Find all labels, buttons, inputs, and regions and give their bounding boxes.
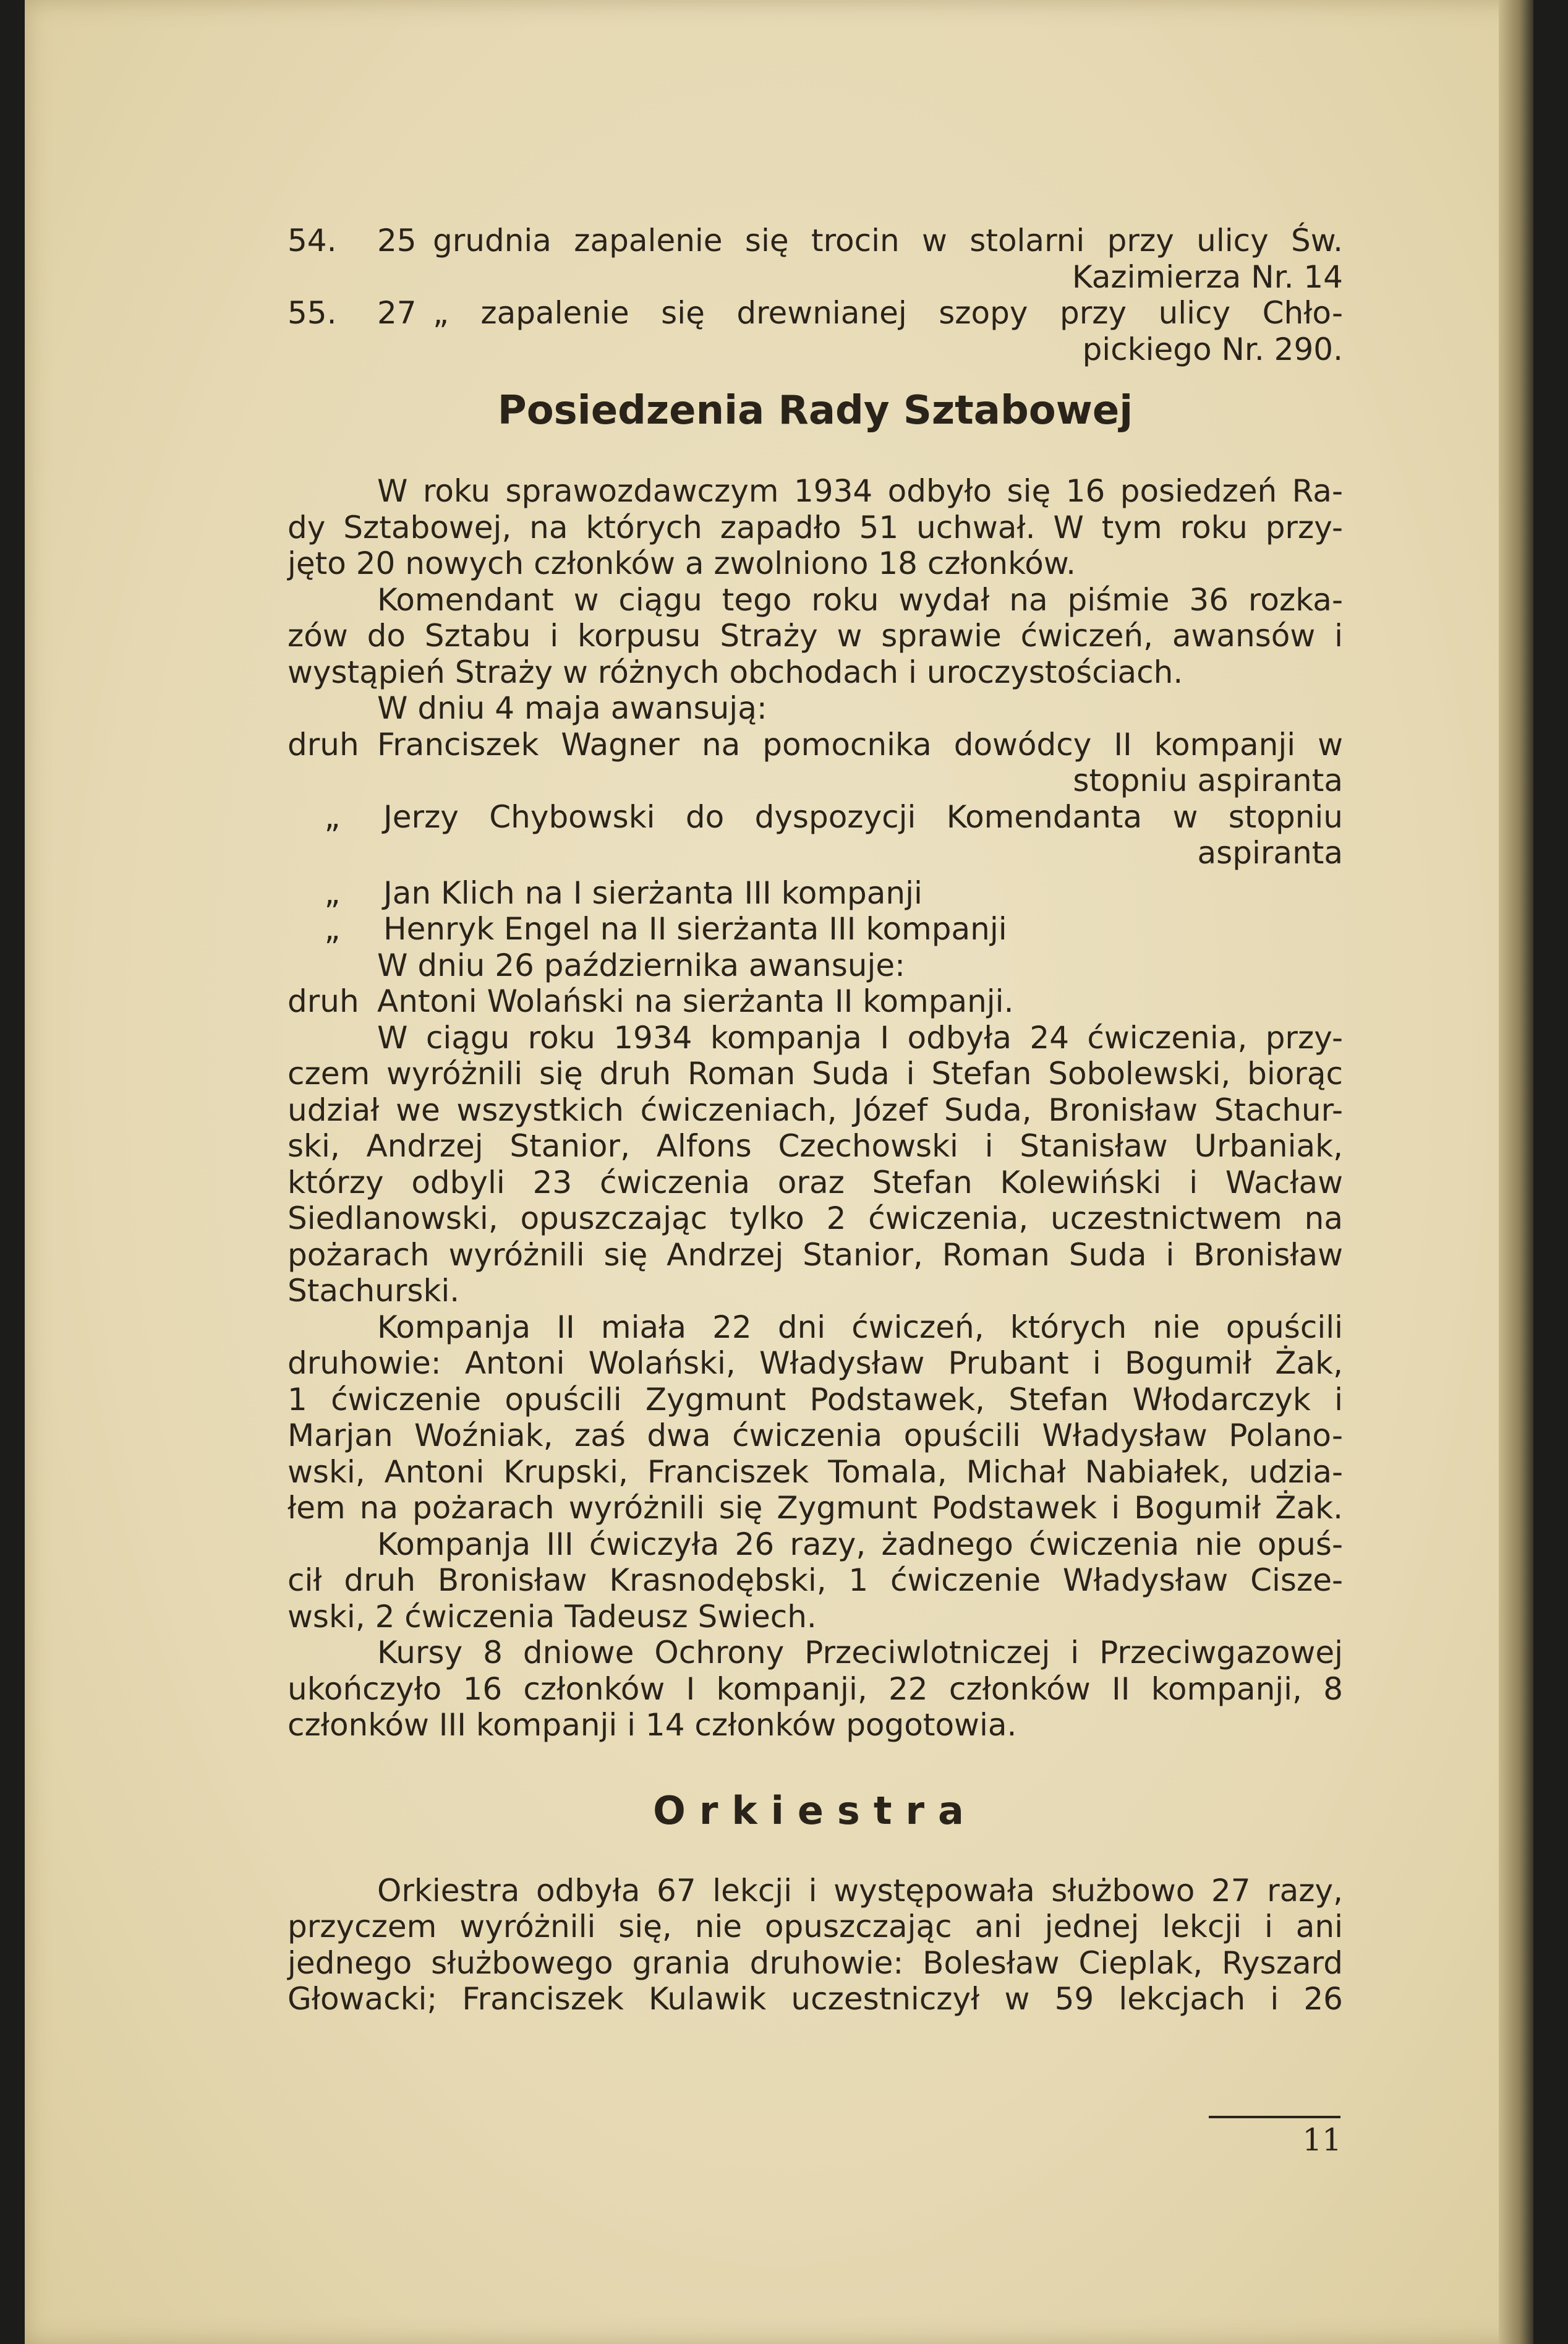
entry-text: grudnia zapalenie się trocin w stolarni przy ulicy Św.: [433, 223, 1343, 259]
paragraph-line: Kompanja II miała 22 dni ćwiczeń, których nie opuścili: [377, 1309, 1343, 1345]
promotion-row: [288, 983, 1343, 1020]
section-heading: Posiedzenia Rady Sztabowej: [497, 388, 1133, 434]
promotion-row: [288, 911, 1343, 947]
paragraph-line: wski, 2 ćwiczenia Tadeusz Swiech.: [288, 1598, 817, 1635]
paragraph-line: członków III kompanji i 14 członków pogotowia.: [288, 1707, 1017, 1743]
paragraph-line: Komendant w ciągu tego roku wydał na piśmie 36 rozka-: [377, 581, 1343, 618]
promotion-row: [288, 727, 1343, 763]
promotion-text: Henryk Engel na II sierżanta III kompanji: [383, 911, 1007, 947]
paragraph-line: wski, Antoni Krupski, Franciszek Tomala, Michał Nabiałek, udzia-: [288, 1453, 1343, 1490]
promotion-text: Jan Klich na I sierżanta III kompanji: [383, 875, 922, 911]
promotion-row: [288, 799, 1343, 836]
entry-continuation: Kazimierza Nr. 14: [1072, 259, 1343, 295]
list-item: [288, 223, 1343, 259]
entry-day: 27: [377, 295, 417, 331]
paragraph-line: którzy odbyli 23 ćwiczenia oraz Stefan Kolewiński i Wacław: [288, 1164, 1343, 1200]
entry-number: 55.: [288, 295, 337, 331]
paragraph-line: łem na pożarach wyróżnili się Zygmunt Podstawek i Bogumił Żak.: [288, 1490, 1343, 1526]
promotion-text: Franciszek Wagner na pomocnika dowódcy II kompanji w: [377, 726, 1343, 763]
paragraph-line: czem wyróżnili się druh Roman Suda i Stefan Sobolewski, biorąc: [288, 1056, 1343, 1092]
entry-day: 25: [377, 223, 417, 259]
paragraph-line: udział we wszystkich ćwiczeniach, Józef Suda, Bronisław Stachur-: [288, 1092, 1343, 1128]
entry-text: „ zapalenie się drewnianej szopy przy ulicy Chło-: [433, 295, 1343, 331]
promotion-continuation: stopniu aspiranta: [1073, 763, 1343, 798]
paragraph-line: Kursy 8 dniowe Ochrony Przeciwlotniczej i Przeciwgazowej: [377, 1635, 1343, 1670]
paragraph-line: jednego służbowego grania druhowie: Bolesław Cieplak, Ryszard: [288, 1944, 1343, 1981]
paragraph-line: druhowie: Antoni Wolański, Władysław Prubant i Bogumił Żak,: [288, 1345, 1343, 1381]
promotion-label: druh: [288, 983, 359, 1019]
paragraph-line: ukończyło 16 członków I kompanji, 22 członków II kompanji, 8: [288, 1670, 1343, 1707]
paragraph-line: Głowacki; Franciszek Kulawik uczestniczył w 59 lekcjach i 26: [288, 1981, 1343, 2017]
paragraph-line: cił druh Bronisław Krasnodębski, 1 ćwiczenie Władysław Cisze-: [288, 1562, 1343, 1598]
promotion-label: „: [324, 875, 341, 911]
paragraph-line: przyczem wyróżnili się, nie opuszczając ani jednej lekcji i ani: [288, 1909, 1343, 1944]
promotion-label: druh: [288, 726, 359, 763]
paragraph-line: wystąpień Straży w różnych obchodach i uroczystościach.: [288, 654, 1183, 690]
paragraph-line: Stachurski.: [288, 1273, 460, 1309]
paragraph-line: zów do Sztabu i korpusu Straży w sprawie ćwiczeń, awansów i: [288, 618, 1343, 654]
paragraph-line: dy Sztabowej, na których zapadło 51 uchwał. W tym roku przy-: [288, 509, 1343, 545]
paragraph-line: jęto 20 nowych członków a zwolniono 18 członków.: [288, 545, 1076, 581]
promotion-intro: W dniu 26 października awansuje:: [377, 947, 905, 983]
promotion-text: Jerzy Chybowski do dyspozycji Komendanta w stopniu: [383, 798, 1343, 835]
section-heading: Orkiestra: [653, 1787, 978, 1833]
list-item: [288, 295, 1343, 331]
promotion-intro: W dniu 4 maja awansują:: [377, 690, 767, 726]
paragraph-line: ski, Andrzej Stanior, Alfons Czechowski i Stanisław Urbaniak,: [288, 1128, 1343, 1164]
text-column: [288, 223, 1343, 2017]
paragraph-line: Marjan Woźniak, zaś dwa ćwiczenia opuścili Władysław Polano-: [288, 1418, 1343, 1453]
entry-number: 54.: [288, 223, 337, 259]
page-number: 11: [1302, 2122, 1342, 2158]
paragraph-line: Kompanja III ćwiczyła 26 razy, żadnego ćwiczenia nie opuś-: [377, 1526, 1343, 1562]
promotion-label: „: [324, 911, 341, 947]
promotion-text: Antoni Wolański na sierżanta II kompanji.: [377, 983, 1014, 1019]
document-page: [25, 0, 1533, 2344]
paragraph-line: 1 ćwiczenie opuścili Zygmunt Podstawek, Stefan Włodarczyk i: [288, 1381, 1343, 1418]
paragraph-line: pożarach wyróżnili się Andrzej Stanior, Roman Suda i Bronisław: [288, 1236, 1343, 1273]
entry-continuation: pickiego Nr. 290.: [1082, 331, 1343, 367]
paragraph-line: W roku sprawozdawczym 1934 odbyło się 16 posiedzeń Ra-: [377, 473, 1343, 509]
paragraph-line: W ciągu roku 1934 kompanja I odbyła 24 ćwiczenia, przy-: [377, 1019, 1343, 1056]
promotion-label: „: [324, 798, 341, 835]
page-edge-shadow: [1499, 0, 1533, 2344]
promotion-continuation: aspiranta: [1197, 835, 1343, 871]
promotion-row: [288, 875, 1343, 912]
paragraph-line: Siedlanowski, opuszczając tylko 2 ćwiczenia, uczestnictwem na: [288, 1200, 1343, 1236]
paragraph-line: Orkiestra odbyła 67 lekcji i występowała służbowo 27 razy,: [377, 1872, 1343, 1909]
